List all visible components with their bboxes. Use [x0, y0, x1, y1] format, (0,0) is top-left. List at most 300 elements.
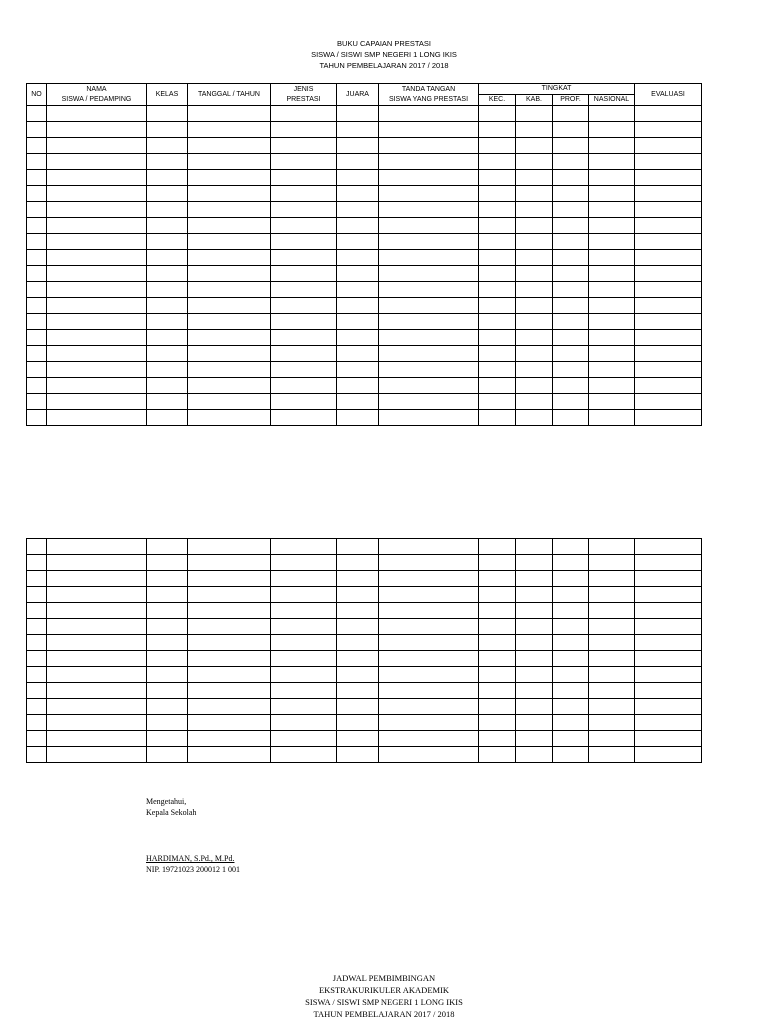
table-cell	[188, 122, 271, 138]
table-cell	[47, 298, 147, 314]
table-cell	[589, 651, 635, 667]
col-header-kelas: KELAS	[147, 84, 188, 106]
table-cell	[479, 555, 516, 571]
table-cell	[516, 715, 553, 731]
table-cell	[47, 603, 147, 619]
table-cell	[553, 202, 589, 218]
table-cell	[516, 234, 553, 250]
sub-header-prof: PROF.	[553, 95, 589, 106]
table-cell	[337, 571, 379, 587]
table-cell	[188, 731, 271, 747]
table-cell	[379, 394, 479, 410]
table-cell	[271, 362, 337, 378]
table-cell	[47, 555, 147, 571]
table-cell	[271, 266, 337, 282]
col-header-nama-line2: SISWA / PEDAMPING	[61, 95, 132, 103]
table-cell	[147, 122, 188, 138]
table-cell	[271, 170, 337, 186]
table-cell	[27, 330, 47, 346]
table-cell	[479, 699, 516, 715]
table-cell	[147, 715, 188, 731]
table-cell	[635, 218, 702, 234]
table-cell	[27, 747, 47, 763]
col-header-ttd-line1: TANDA TANGAN	[401, 85, 456, 93]
table-cell	[516, 635, 553, 651]
table-cell	[589, 587, 635, 603]
table-cell	[27, 667, 47, 683]
table-row	[27, 683, 702, 699]
table-cell	[337, 362, 379, 378]
table-cell	[271, 298, 337, 314]
table-cell	[271, 106, 337, 122]
table-row	[27, 298, 702, 314]
table-cell	[337, 587, 379, 603]
table-row	[27, 330, 702, 346]
table-cell	[516, 330, 553, 346]
table-row	[27, 346, 702, 362]
table-cell	[553, 555, 589, 571]
table-cell	[479, 667, 516, 683]
table-cell	[27, 635, 47, 651]
table-cell	[27, 378, 47, 394]
table-cell	[589, 298, 635, 314]
table-cell	[47, 699, 147, 715]
table-row	[27, 539, 702, 555]
table-cell	[589, 747, 635, 763]
table-cell	[147, 314, 188, 330]
table-cell	[479, 330, 516, 346]
table-cell	[553, 587, 589, 603]
table-cell	[589, 715, 635, 731]
table-cell	[516, 699, 553, 715]
table-cell	[379, 731, 479, 747]
table-cell	[147, 362, 188, 378]
table-cell	[589, 186, 635, 202]
table-cell	[188, 555, 271, 571]
table-cell	[27, 410, 47, 426]
table-cell	[553, 122, 589, 138]
table-cell	[337, 715, 379, 731]
table-cell	[47, 122, 147, 138]
table-cell	[589, 619, 635, 635]
table-cell	[47, 715, 147, 731]
table-cell	[188, 282, 271, 298]
table-cell	[635, 282, 702, 298]
table-cell	[379, 362, 479, 378]
table-cell	[27, 266, 47, 282]
table-cell	[379, 234, 479, 250]
table-cell	[147, 539, 188, 555]
table-row	[27, 218, 702, 234]
table-cell	[635, 362, 702, 378]
table-cell	[589, 218, 635, 234]
table-cell	[188, 330, 271, 346]
table-cell	[635, 394, 702, 410]
table-cell	[271, 603, 337, 619]
table-cell	[271, 234, 337, 250]
table-cell	[479, 298, 516, 314]
table-cell	[337, 683, 379, 699]
table-cell	[47, 186, 147, 202]
table-cell	[47, 282, 147, 298]
table-row	[27, 202, 702, 218]
table-cell	[553, 154, 589, 170]
col-header-nama	[47, 84, 147, 106]
col-header-jenis	[271, 84, 337, 106]
table-cell	[479, 362, 516, 378]
table-cell	[337, 651, 379, 667]
table-cell	[147, 106, 188, 122]
table-row	[27, 362, 702, 378]
table-cell	[516, 138, 553, 154]
table-cell	[47, 667, 147, 683]
footer-line4: TAHUN PEMBELAJARAN 2017 / 2018	[313, 1009, 455, 1019]
table-cell	[337, 170, 379, 186]
table-cell	[337, 122, 379, 138]
table-cell	[516, 154, 553, 170]
table-cell	[47, 154, 147, 170]
table-row	[27, 651, 702, 667]
sub-header-kab: KAB.	[516, 95, 553, 106]
table-cell	[379, 555, 479, 571]
table-cell	[479, 683, 516, 699]
table-cell	[27, 122, 47, 138]
table-cell	[27, 314, 47, 330]
table-cell	[479, 635, 516, 651]
table-cell	[27, 170, 47, 186]
table-cell	[147, 298, 188, 314]
table-cell	[188, 571, 271, 587]
table-cell	[479, 587, 516, 603]
col-header-ttd-line2: SISWA YANG PRESTASI	[388, 95, 469, 103]
table-cell	[27, 603, 47, 619]
table-cell	[337, 186, 379, 202]
table-cell	[516, 603, 553, 619]
table-cell	[635, 619, 702, 635]
table-cell	[516, 218, 553, 234]
table-cell	[479, 394, 516, 410]
table-cell	[147, 378, 188, 394]
table-cell	[516, 747, 553, 763]
table-cell	[479, 122, 516, 138]
table-cell	[337, 282, 379, 298]
table-cell	[337, 346, 379, 362]
table-cell	[147, 667, 188, 683]
table-cell	[27, 186, 47, 202]
table-cell	[589, 282, 635, 298]
table-cell	[553, 635, 589, 651]
table-cell	[147, 635, 188, 651]
table-cell	[271, 571, 337, 587]
col-header-tingkat: TINGKAT	[479, 84, 635, 95]
table-cell	[479, 282, 516, 298]
col-header-tanda-tangan	[379, 84, 479, 106]
table-row	[27, 314, 702, 330]
table-cell	[589, 410, 635, 426]
table-cell	[271, 250, 337, 266]
table-cell	[188, 218, 271, 234]
table-cell	[188, 250, 271, 266]
table-cell	[379, 138, 479, 154]
table-cell	[271, 346, 337, 362]
table-cell	[516, 250, 553, 266]
table-cell	[589, 635, 635, 651]
table-cell	[47, 330, 147, 346]
table-cell	[589, 346, 635, 362]
table-cell	[271, 394, 337, 410]
document-header	[0, 38, 768, 71]
table-cell	[589, 122, 635, 138]
table-cell	[553, 234, 589, 250]
table-row	[27, 699, 702, 715]
table-cell	[516, 106, 553, 122]
table-cell	[271, 122, 337, 138]
table-cell	[188, 635, 271, 651]
table-cell	[479, 651, 516, 667]
table-cell	[635, 138, 702, 154]
table-cell	[635, 346, 702, 362]
table-cell	[635, 106, 702, 122]
table-cell	[635, 747, 702, 763]
table-cell	[479, 715, 516, 731]
table-cell	[47, 731, 147, 747]
table-cell	[379, 683, 479, 699]
table-cell	[147, 218, 188, 234]
table-cell	[379, 715, 479, 731]
table-cell	[337, 234, 379, 250]
table-cell	[379, 699, 479, 715]
table-cell	[147, 410, 188, 426]
table-cell	[516, 539, 553, 555]
table-cell	[337, 667, 379, 683]
table-cell	[635, 234, 702, 250]
table-cell	[27, 394, 47, 410]
table-cell	[27, 202, 47, 218]
table-cell	[147, 138, 188, 154]
table-row	[27, 731, 702, 747]
table-cell	[271, 683, 337, 699]
table-cell	[47, 571, 147, 587]
table-cell	[27, 683, 47, 699]
table-cell	[516, 170, 553, 186]
table-cell	[27, 651, 47, 667]
table-cell	[589, 266, 635, 282]
table-cell	[553, 250, 589, 266]
table-cell	[553, 603, 589, 619]
table-cell	[379, 250, 479, 266]
table-cell	[337, 635, 379, 651]
col-header-no: NO	[27, 84, 47, 106]
table-cell	[479, 154, 516, 170]
table-cell	[147, 154, 188, 170]
table-cell	[635, 378, 702, 394]
table-cell	[479, 603, 516, 619]
table-cell	[147, 170, 188, 186]
table-cell	[379, 122, 479, 138]
header-school: SISWA / SISWI SMP NEGERI 1 LONG IKIS	[311, 50, 457, 59]
table-cell	[379, 314, 479, 330]
table-cell	[379, 346, 479, 362]
table-cell	[553, 667, 589, 683]
table-cell	[379, 154, 479, 170]
table-cell	[47, 106, 147, 122]
table-cell	[516, 314, 553, 330]
table-row	[27, 555, 702, 571]
table-cell	[147, 346, 188, 362]
table-cell	[479, 731, 516, 747]
signature-name-block	[146, 853, 240, 875]
table-cell	[27, 234, 47, 250]
table-cell	[379, 619, 479, 635]
table-cell	[479, 106, 516, 122]
table-row	[27, 715, 702, 731]
table-cell	[635, 651, 702, 667]
table-cell	[188, 539, 271, 555]
table-row	[27, 587, 702, 603]
table-cell	[147, 202, 188, 218]
table-cell	[635, 266, 702, 282]
table-row	[27, 106, 702, 122]
table-cell	[589, 539, 635, 555]
table-cell	[553, 378, 589, 394]
table-cell	[516, 378, 553, 394]
table-cell	[47, 362, 147, 378]
sub-header-nasional: NASIONAL	[589, 95, 635, 106]
table-cell	[147, 330, 188, 346]
next-page-header	[0, 972, 768, 1020]
table-cell	[188, 106, 271, 122]
table-cell	[553, 683, 589, 699]
table-cell	[479, 266, 516, 282]
table-cell	[635, 603, 702, 619]
table-cell	[379, 410, 479, 426]
table-cell	[379, 298, 479, 314]
table-cell	[379, 282, 479, 298]
table-cell	[337, 138, 379, 154]
table-cell	[271, 202, 337, 218]
table-cell	[27, 715, 47, 731]
table-cell	[635, 571, 702, 587]
table-cell	[589, 234, 635, 250]
table-cell	[337, 699, 379, 715]
table-cell	[516, 683, 553, 699]
table-cell	[379, 747, 479, 763]
table-cell	[47, 138, 147, 154]
table-cell	[589, 555, 635, 571]
table-cell	[147, 683, 188, 699]
col-header-juara: JUARA	[337, 84, 379, 106]
table-cell	[47, 747, 147, 763]
table-cell	[553, 330, 589, 346]
table-cell	[47, 218, 147, 234]
table-cell	[379, 330, 479, 346]
table-row	[27, 122, 702, 138]
table-cell	[553, 298, 589, 314]
table-cell	[271, 138, 337, 154]
header-title: BUKU CAPAIAN PRESTASI	[337, 39, 431, 48]
table-row	[27, 138, 702, 154]
table-cell	[589, 731, 635, 747]
table-cell	[589, 202, 635, 218]
table-cell	[27, 250, 47, 266]
table-cell	[188, 747, 271, 763]
table-cell	[47, 314, 147, 330]
table-cell	[147, 731, 188, 747]
table-cell	[337, 298, 379, 314]
table-cell	[553, 138, 589, 154]
achievement-table-continued	[26, 538, 702, 763]
table-cell	[337, 603, 379, 619]
table-row	[27, 250, 702, 266]
table-cell	[553, 571, 589, 587]
table-cell	[589, 170, 635, 186]
table-row	[27, 394, 702, 410]
table-cell	[553, 731, 589, 747]
table-cell	[188, 362, 271, 378]
table-cell	[147, 266, 188, 282]
table-cell	[516, 410, 553, 426]
table-cell	[337, 330, 379, 346]
table-cell	[188, 715, 271, 731]
table-cell	[47, 539, 147, 555]
table-cell	[516, 266, 553, 282]
signature-mengetahui: Mengetahui,	[146, 797, 187, 806]
table-cell	[589, 314, 635, 330]
table-cell	[271, 651, 337, 667]
table-cell	[479, 138, 516, 154]
table-cell	[188, 138, 271, 154]
table-cell	[47, 651, 147, 667]
table-cell	[635, 202, 702, 218]
table-cell	[379, 170, 479, 186]
table-cell	[553, 747, 589, 763]
table-cell	[47, 202, 147, 218]
table-cell	[635, 587, 702, 603]
table-row	[27, 234, 702, 250]
table-cell	[147, 250, 188, 266]
table-cell	[635, 298, 702, 314]
table-cell	[635, 154, 702, 170]
table-cell	[516, 667, 553, 683]
table-cell	[635, 186, 702, 202]
table-cell	[553, 346, 589, 362]
signature-name: HARDIMAN, S.Pd., M.Pd.	[146, 854, 235, 863]
table-cell	[553, 699, 589, 715]
col-header-jenis-line1: JENIS	[293, 85, 314, 93]
table-cell	[553, 715, 589, 731]
table-cell	[379, 587, 479, 603]
table-cell	[27, 619, 47, 635]
table-cell	[271, 186, 337, 202]
table-cell	[147, 555, 188, 571]
table-cell	[589, 362, 635, 378]
table-cell	[516, 619, 553, 635]
table-cell	[188, 234, 271, 250]
table-cell	[379, 651, 479, 667]
table-cell	[553, 410, 589, 426]
table-cell	[635, 555, 702, 571]
table-cell	[479, 170, 516, 186]
table-cell	[27, 555, 47, 571]
table-cell	[635, 635, 702, 651]
table-cell	[589, 250, 635, 266]
table-cell	[271, 555, 337, 571]
table-cell	[337, 154, 379, 170]
table-cell	[337, 250, 379, 266]
table-cell	[147, 394, 188, 410]
table-cell	[27, 154, 47, 170]
table-cell	[379, 571, 479, 587]
